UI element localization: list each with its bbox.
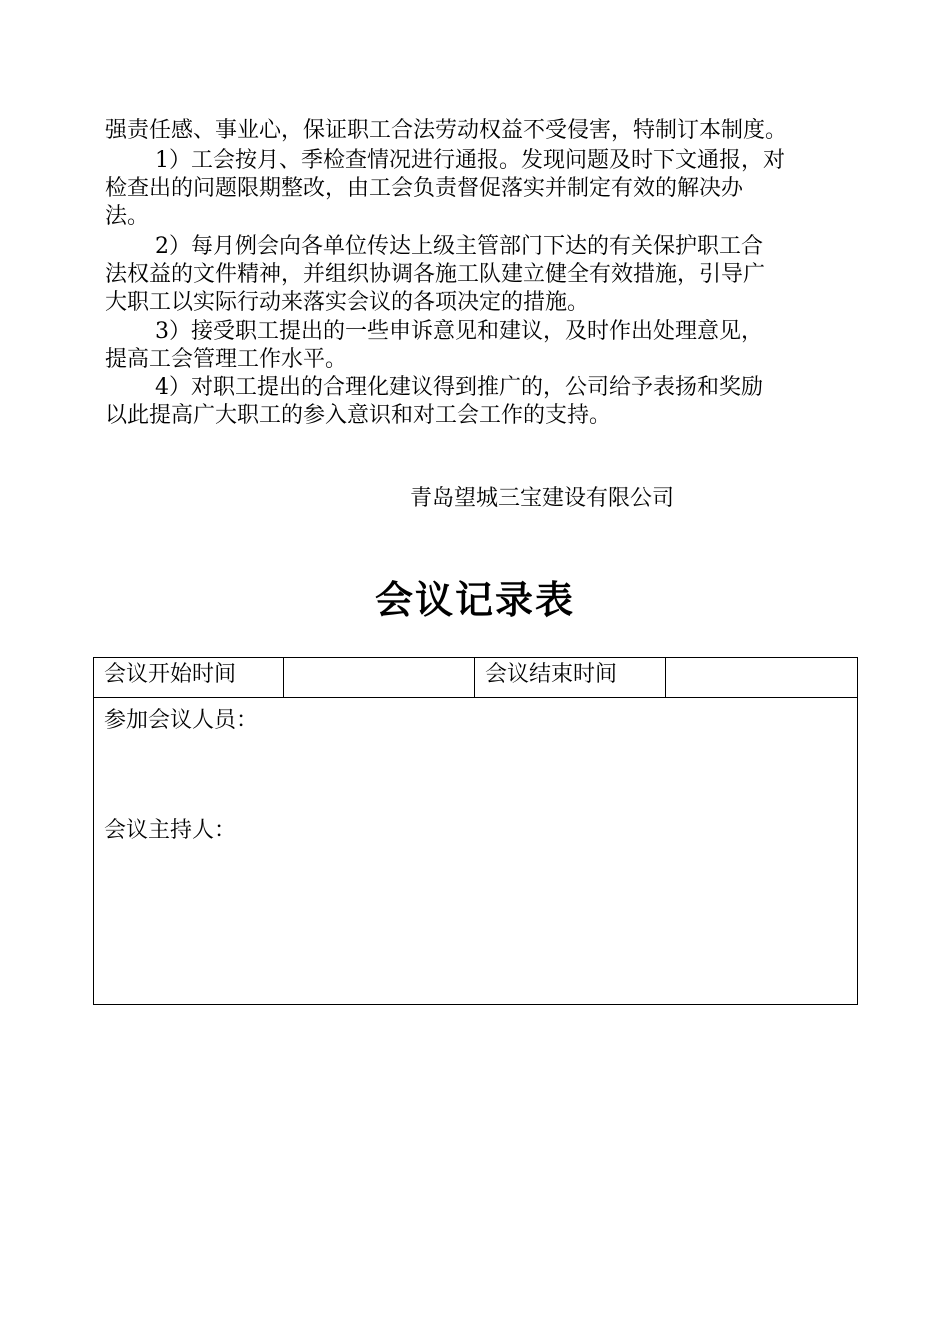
end-time-label: 会议结束时间 — [475, 658, 666, 698]
rule-3-line-1: 3）接受职工提出的一些申诉意见和建议，及时作出处理意见， — [155, 319, 763, 344]
rule-2-line-2: 法权益的文件精神，并组织协调各施工队建立健全有效措施，引导广 — [105, 262, 766, 287]
attendees-label: 参加会议人员： — [104, 708, 259, 733]
rule-4-line-2: 以此提高广大职工的参入意识和对工会工作的支持。 — [105, 403, 612, 428]
rule-2 — [105, 233, 865, 317]
end-time-field[interactable] — [666, 658, 858, 698]
rule-3 — [105, 318, 865, 374]
host-label: 会议主持人： — [104, 818, 237, 843]
rule-1-line-3: 法。 — [105, 204, 150, 229]
start-time-field[interactable] — [284, 658, 475, 698]
rule-1-line-1: 1）工会按月、季检查情况进行通报。发现问题及时下文通报，对 — [155, 148, 785, 173]
rule-2-line-3: 大职工以实际行动来落实会议的各项决定的措施。 — [105, 290, 590, 315]
rule-2-line-1: 2）每月例会向各单位传达上级主管部门下达的有关保护职工合 — [155, 234, 763, 259]
rule-1-line-2: 检查出的问题限期整改，由工会负责督促落实并制定有效的解决办 — [105, 176, 744, 201]
rule-1 — [105, 147, 865, 231]
intro-paragraph — [105, 117, 865, 145]
details-row — [94, 698, 858, 1005]
start-time-label: 会议开始时间 — [94, 658, 284, 698]
rule-4 — [105, 374, 865, 430]
rule-3-line-2: 提高工会管理工作水平。 — [105, 347, 348, 372]
company-name: 青岛望城三宝建设有限公司 — [410, 486, 675, 511]
rule-4-line-1: 4）对职工提出的合理化建议得到推广的，公司给予表扬和奖励 — [155, 375, 763, 400]
details-cell[interactable] — [94, 698, 858, 1005]
time-row — [94, 658, 858, 698]
form-title: 会议记录表 — [374, 578, 575, 622]
attendees-space — [104, 736, 847, 816]
meeting-record-table — [93, 657, 858, 1005]
intro-line-1: 强责任感、事业心，保证职工合法劳动权益不受侵害，特制订本制度。 — [105, 118, 788, 143]
